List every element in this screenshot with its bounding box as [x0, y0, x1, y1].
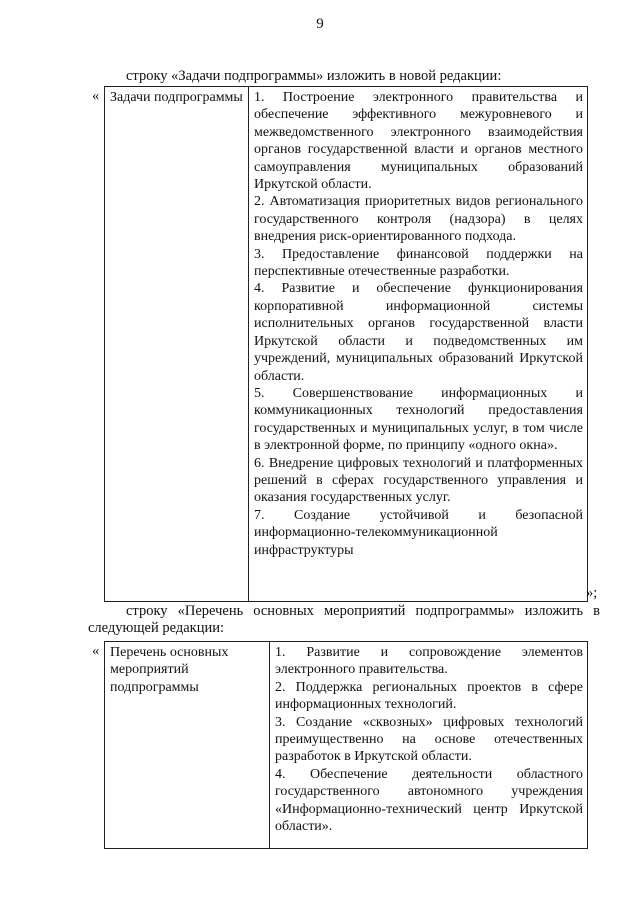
activities-label-cell: [105, 642, 270, 848]
task-item: 7. Создание устойчивой и безопасной информационно-телекоммуникационной инфраструктуры: [254, 507, 583, 558]
task-item: 1. Построение электронного правительства и обеспечение эффективного межуровневого и межведомственного электронного взаимодействия органов государственной власти и органов местного самоуправления муниципальных образований Иркутской области.: [254, 90, 583, 193]
activities-content-cell: [270, 642, 587, 848]
activities-label: Перечень основных мероприятий подпрограммы: [110, 645, 229, 695]
page-number: 9: [316, 16, 324, 32]
tasks-label: Задачи подпрограммы: [110, 90, 243, 105]
section1-open-quote: «: [92, 88, 100, 104]
tasks-content-cell: [249, 87, 587, 601]
section2-intro: строку «Перечень основных мероприятий подпрограммы» изложить в следующей редакции:: [88, 603, 600, 637]
section1-close-quote: »;: [586, 585, 598, 601]
task-item: 5. Совершенствование информационных и коммуникационных технологий предоставления государственных и муниципальных услуг, в том числе в электронной форме, по принципу «одного окна».: [254, 385, 583, 454]
tasks-table: [104, 86, 588, 602]
activity-item: 3. Создание «сквозных» цифровых технологий преимущественно на основе отечественных разработок в Иркутской области.: [275, 714, 583, 765]
activity-item: 2. Поддержка региональных проектов в сфере информационных технологий.: [275, 679, 583, 713]
task-item: 4. Развитие и обеспечение функционирования корпоративной информационной системы исполнительных органов государственной власти Иркутской области и подведомственных им учреждений, муниципальных образований Иркутской области.: [254, 281, 583, 384]
section1-intro: строку «Задачи подпрограммы» изложить в новой редакции:: [126, 68, 502, 84]
section2-open-quote: «: [92, 643, 100, 659]
task-item: 3. Предоставление финансовой поддержки на перспективные отечественные разработки.: [254, 246, 583, 280]
task-item: 2. Автоматизация приоритетных видов регионального государственного контроля (надзора) в целях внедрения риск-ориентированного подхода.: [254, 194, 583, 245]
activity-item: 1. Развитие и сопровождение элементов электронного правительства.: [275, 645, 583, 678]
tasks-label-cell: [105, 87, 249, 601]
activities-table: [104, 641, 588, 849]
task-item: 6. Внедрение цифровых технологий и платформенных решений в сферах государственного управления и оказания государственных услуг.: [254, 455, 583, 506]
activity-item: 4. Обеспечение деятельности областного государственного автономного учреждения «Информационно-технический центр Иркутской области».: [275, 766, 583, 835]
